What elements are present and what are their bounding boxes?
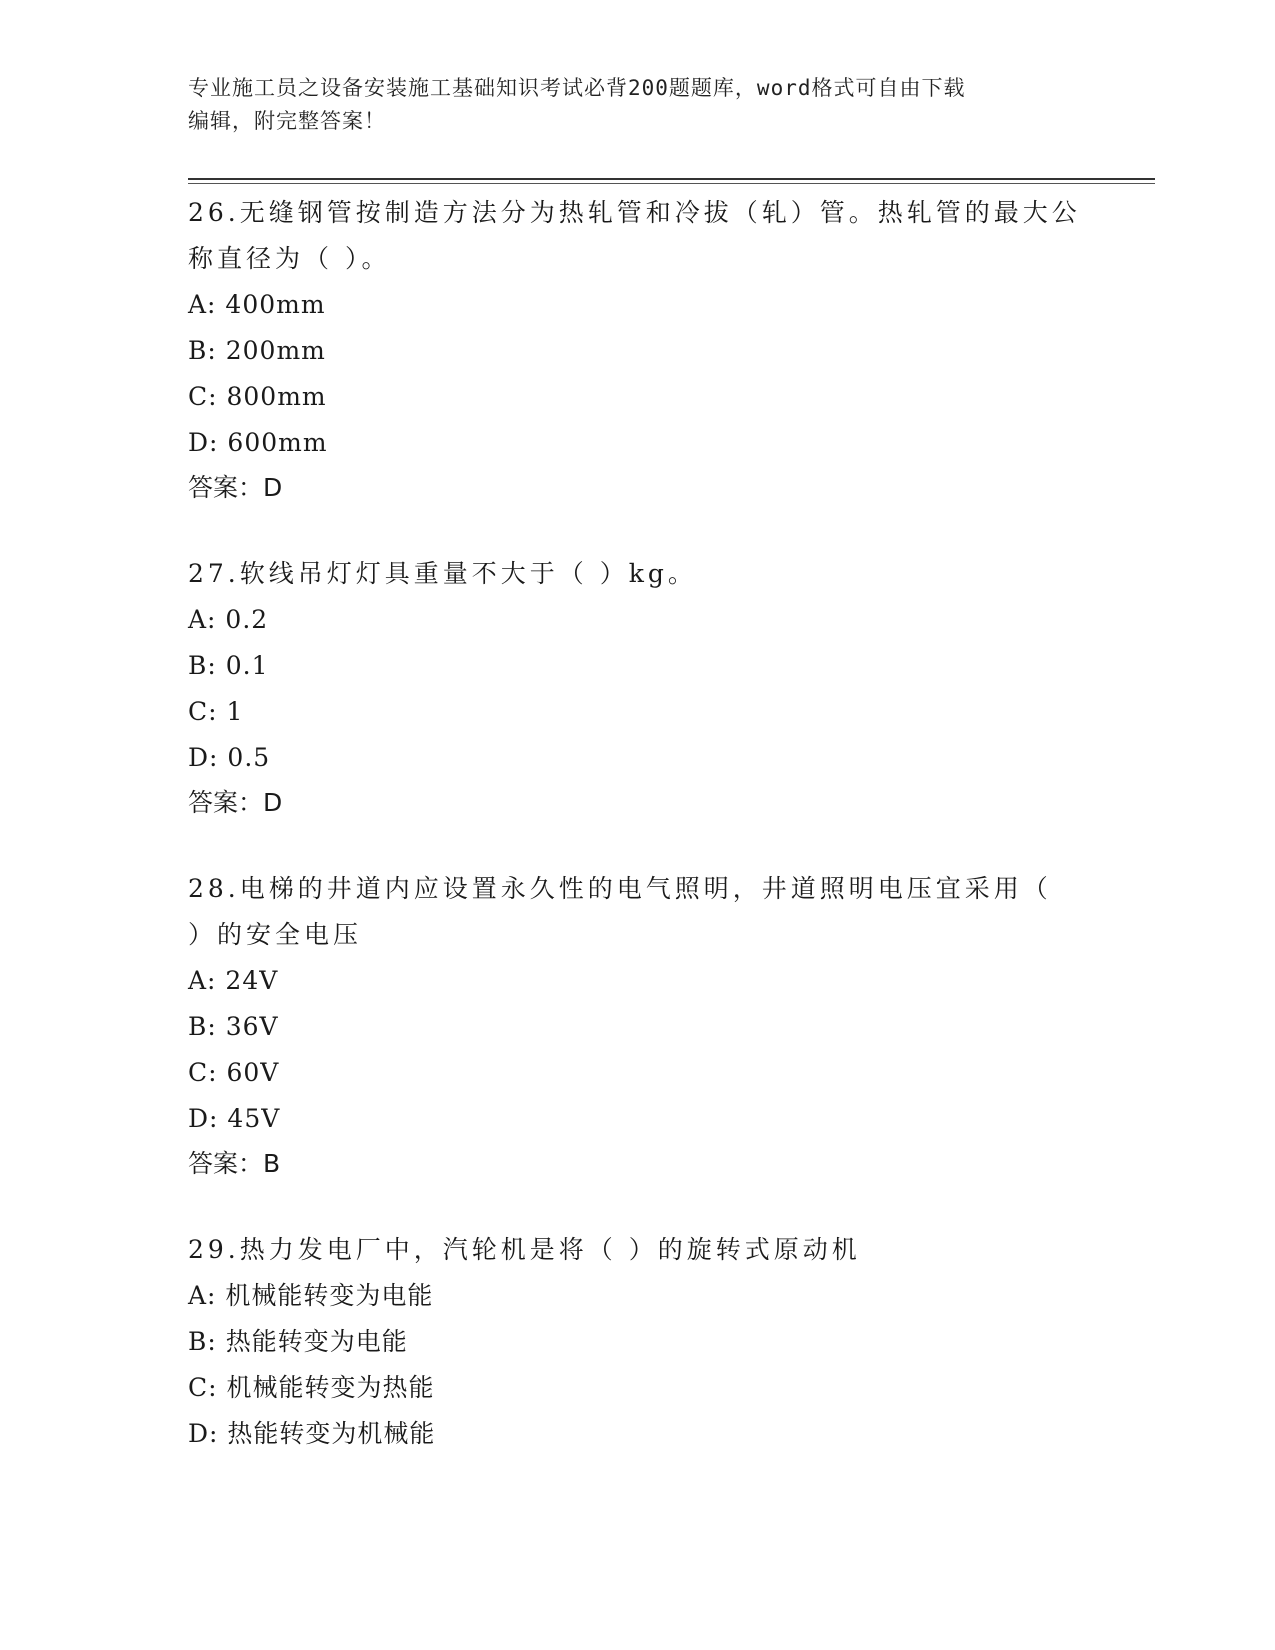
- answer: 答案：D: [188, 788, 283, 817]
- question-text-continued: 称直径为（ ）。: [188, 244, 391, 273]
- option-a: A: 0.2: [188, 605, 269, 634]
- question-list: [188, 190, 1088, 1498]
- question-27: [188, 551, 1088, 825]
- header-divider-thin: [188, 183, 1155, 184]
- option-d: D: 45V: [188, 1104, 281, 1133]
- header-divider-thick: [188, 178, 1155, 180]
- question-text: 28.电梯的井道内应设置永久性的电气照明，井道照明电压宜采用（: [188, 874, 1052, 903]
- question-text: 26.无缝钢管按制造方法分为热轧管和冷拔（轧）管。热轧管的最大公: [188, 198, 1081, 227]
- option-d: D: 热能转变为机械能: [188, 1419, 436, 1448]
- option-b: B: 200mm: [188, 336, 326, 365]
- question-text: 27.软线吊灯灯具重量不大于（ ）kg。: [188, 559, 697, 588]
- option-a: A: 24V: [188, 966, 279, 995]
- option-a: A: 400mm: [188, 290, 326, 319]
- option-d: D: 0.5: [188, 743, 271, 772]
- question-29: [188, 1227, 1088, 1457]
- option-b: B: 0.1: [188, 651, 269, 680]
- option-c: C: 1: [188, 697, 244, 726]
- header-line-2: 编辑，附完整答案！: [188, 109, 386, 133]
- header-line-1: 专业施工员之设备安装施工基础知识考试必背200题题库，word格式可自由下载: [188, 76, 966, 100]
- answer: 答案：D: [188, 473, 283, 502]
- answer: 答案：B: [188, 1149, 281, 1178]
- document-header: [188, 72, 1088, 138]
- option-d: D: 600mm: [188, 428, 328, 457]
- question-text: 29.热力发电厂中，汽轮机是将（ ）的旋转式原动机: [188, 1235, 861, 1264]
- option-b: B: 热能转变为电能: [188, 1327, 408, 1356]
- option-c: C: 800mm: [188, 382, 327, 411]
- option-c: C: 机械能转变为热能: [188, 1373, 435, 1402]
- option-c: C: 60V: [188, 1058, 280, 1087]
- option-b: B: 36V: [188, 1012, 279, 1041]
- question-26: [188, 190, 1088, 510]
- question-28: [188, 866, 1088, 1186]
- option-a: A: 机械能转变为电能: [188, 1281, 434, 1310]
- question-text-continued: ）的安全电压: [188, 920, 363, 949]
